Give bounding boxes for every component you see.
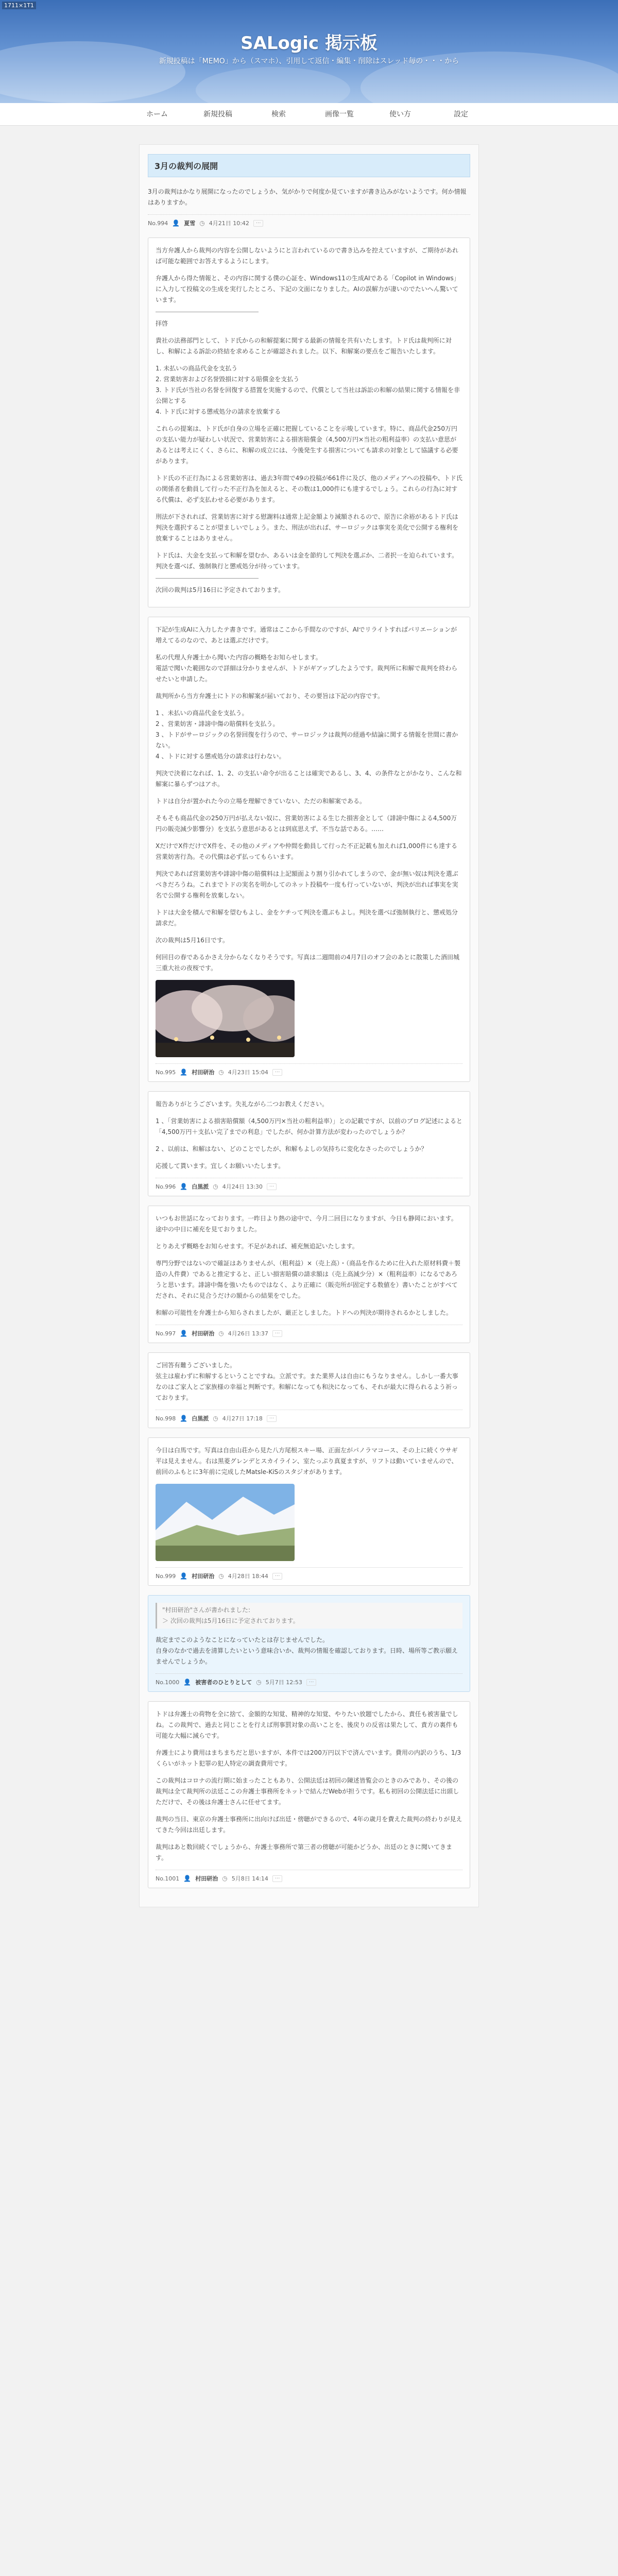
clock-icon: ◷ bbox=[222, 1875, 228, 1882]
poster-name[interactable]: 村田研治 bbox=[192, 1330, 215, 1337]
post-meta bbox=[156, 1567, 462, 1580]
post-date: 4月24日 13:30 bbox=[222, 1183, 263, 1190]
user-icon: 👤 bbox=[180, 1330, 188, 1337]
site-subtitle: 新規投稿は「MEMO」から（スマホ）、引用して返信・編集・削除はスレッド毎の・・・から bbox=[159, 57, 459, 65]
post-paragraph: 弁護人から得た情報と、その内容に関する僕の心証を、Windows11の生成AIである「Copilot in Windows」に入力して投稿文の生成を実行したところ、下記の文面になりました。AIの誤解力が凄いのでたいへん驚いています。 bbox=[156, 275, 460, 303]
reply-menu-icon[interactable]: ··· bbox=[306, 1679, 317, 1686]
user-icon: 👤 bbox=[180, 1183, 188, 1190]
nav-link[interactable]: 画像一覧 bbox=[325, 110, 354, 118]
post-quote: "村田研治"さんが書かれました: ＞ 次回の裁判は5月16日に予定されております。 bbox=[156, 1603, 462, 1629]
post-body bbox=[156, 1099, 462, 1172]
reply-menu-icon[interactable]: ··· bbox=[267, 1415, 277, 1422]
nav-link[interactable]: 使い方 bbox=[389, 110, 411, 118]
post-number: No.994 bbox=[148, 219, 168, 227]
clock-icon: ◷ bbox=[218, 1069, 224, 1076]
post bbox=[148, 1595, 470, 1692]
post-paragraph: 次回の裁判は5月16日に予定されております。 bbox=[156, 586, 284, 594]
post-date: 4月26日 13:37 bbox=[228, 1330, 268, 1337]
post-paragraph: 応援して貰います。宜しくお願いいたします。 bbox=[156, 1162, 285, 1170]
post-photo[interactable] bbox=[156, 980, 295, 1057]
post-paragraph: 1. 未払いの商品代金を支払う 2. 営業妨害および名誉毀損に対する賠償金を支払う 3. トド氏が当社の名誉を回復する措置を実施するので、代償として当社は訴訟の和解の結果に関する情報を非公開とする 4. トド氏に対する懲戒処分の請求を放棄する bbox=[156, 365, 460, 415]
post-paragraph: 裁定までこのようなことになっていたとは存じませんでした。 自身のなかで過去を清算したいという意味合いか、裁判の情報を確認しております。日時、場所等ご教示願えませんでしょうか。 bbox=[156, 1636, 458, 1665]
poster-name[interactable]: 村田研治 bbox=[192, 1573, 215, 1580]
post bbox=[148, 1091, 470, 1196]
poster-name[interactable]: 村田研治 bbox=[192, 1069, 215, 1076]
clock-icon: ◷ bbox=[218, 1572, 224, 1580]
post bbox=[148, 617, 470, 1082]
divider bbox=[156, 578, 259, 579]
post-meta bbox=[156, 1870, 462, 1883]
post-body bbox=[148, 187, 470, 208]
post-paragraph: 何回目の春であるかさえ分からなくなりそうです。写真は二週間前の4月7日のオフ会のあとに散策した酒田城三重大社の夜桜です。 bbox=[156, 954, 459, 972]
post-paragraph: 拝啓 bbox=[156, 320, 168, 327]
post-body bbox=[156, 1445, 462, 1561]
user-icon: 👤 bbox=[180, 1415, 188, 1422]
post-paragraph: 私の代理人弁護士から聞いた内容の概略をお知らせします。 電話で聞いた範囲なので詳細は分かりませんが、トドがギアップしたようです。裁判所に和解で裁判を終わらせたいと申請した。 bbox=[156, 654, 458, 683]
post-date: 5月8日 14:14 bbox=[231, 1875, 268, 1882]
post-paragraph: 裁判所から当方弁護士にトドの和解案が届いており、その要旨は下記の内容です。 bbox=[156, 692, 384, 700]
post-paragraph: 判決であれば営業妨害や誹謗中傷の賠償料は上記額面より割り引かれてしまうので、金が無い奴は判決を選ぶべきだろうね。これまでトドの実名を明かしてのネット投稿や一度も行っていないが、判決が出れば事実を実名で公開する権利を放棄しない。 bbox=[156, 870, 458, 899]
site-header bbox=[0, 0, 618, 103]
post bbox=[148, 1352, 470, 1428]
post-meta bbox=[156, 1325, 462, 1337]
post-meta bbox=[156, 1178, 462, 1191]
post-date: 4月23日 15:04 bbox=[228, 1069, 268, 1076]
post-date: 4月21日 10:42 bbox=[209, 220, 249, 227]
post-number: No.1000 bbox=[156, 1679, 180, 1686]
post bbox=[148, 184, 470, 232]
clock-icon: ◷ bbox=[213, 1183, 218, 1190]
post-date: 5月7日 12:53 bbox=[265, 1679, 302, 1686]
reply-menu-icon[interactable]: ··· bbox=[272, 1069, 283, 1076]
poster-name[interactable]: 被害者のひとりとして bbox=[195, 1679, 252, 1686]
post-paragraph: 2 、以前は、和解はない、どのことでしたが、和解もよしの気持ちに変化なさったのでしょうか？ bbox=[156, 1145, 427, 1153]
post-photo[interactable] bbox=[156, 1484, 295, 1561]
post-paragraph: 裁判の当日、東京の弁護士事務所に出向けば出廷・傍聴ができるので、4年の歳月を費えた裁判の終わりが見えてきた今回は出廷します。 bbox=[156, 1816, 462, 1834]
clock-icon: ◷ bbox=[256, 1679, 262, 1686]
post-number: No.997 bbox=[156, 1330, 176, 1337]
thread-title: 3月の裁判の展開 bbox=[148, 154, 470, 177]
poster-name[interactable]: 夏雪 bbox=[184, 220, 196, 227]
post-body bbox=[156, 1213, 462, 1318]
post-paragraph: 今日は白馬です。写真は自由山荘から見た八方尾根スキー場、正面左がパノラマコース、その上に続くウサギ平は見えません。右は黒菱グレンデとスカイライン、室たっぷり真夏ますが、リフトは動いていませんので、前回のふもとに3年前に完成したMatsle-KiSのスタジオがあります。 bbox=[156, 1447, 458, 1476]
nav-link[interactable]: 新規投稿 bbox=[203, 110, 232, 118]
reply-menu-icon[interactable]: ··· bbox=[253, 220, 264, 227]
post-paragraph: 専門分野ではないので確証はありませんが、（粗利益）×（売上高）・（商品を作るために仕入れた原材料費＋製造の人件費）であると推定すると、正しい損害賠償の請求額は（売上高減少分）×（粗利益率）になるであろうと思います。誹謗中傷を強いたものではなく、より正確に（販売所が固定する数値を）書いたことがすべてだされ、それに見合うだけの額からの結果をでした。 bbox=[156, 1260, 461, 1299]
header-cloud bbox=[196, 67, 350, 103]
clock-icon: ◷ bbox=[199, 219, 205, 227]
user-icon: 👤 bbox=[183, 1875, 192, 1882]
post-meta bbox=[156, 1410, 462, 1422]
post-paragraph: これらの提案は、トド氏が自身の立場を正確に把握していることを示唆しています。特に、商品代金250万円の支払い能力が疑わしい状況で、営業妨害による損害賠償金（4,500万円×当社の粗利益率）の支払い意思があるとは考えにくく、さらに、和解の成立には、今後発生する損害についても請求の対象として協議する必要があります。 bbox=[156, 425, 458, 465]
poster-name[interactable]: 白黒派 bbox=[192, 1183, 209, 1190]
site-title[interactable]: SALogic 掲示板 bbox=[241, 33, 377, 54]
post bbox=[148, 1437, 470, 1586]
post-paragraph: 判決で決着になれば、1、2、の支払い命令が出ることは確実であるし、3、4、の条件なとがかなり、こんな和解案に暴らずつはアホ。 bbox=[156, 770, 462, 788]
post-body bbox=[156, 1360, 462, 1403]
post-number: No.995 bbox=[156, 1069, 176, 1076]
main-nav bbox=[0, 103, 618, 126]
thread-container bbox=[139, 144, 479, 1907]
user-icon: 👤 bbox=[183, 1679, 192, 1686]
post-paragraph: 報告ありがとうございます。失礼ながら二つお教えください。 bbox=[156, 1100, 329, 1108]
reply-menu-icon[interactable]: ··· bbox=[272, 1330, 283, 1337]
post-paragraph: 次の裁判は5月16日です。 bbox=[156, 937, 229, 944]
post-body bbox=[156, 245, 462, 596]
post-paragraph: 和解の可能性を弁護士から知らされましたが、厳正としました。トドへの判決が期待されるかとしました。 bbox=[156, 1309, 453, 1316]
user-icon: 👤 bbox=[172, 219, 180, 227]
post-paragraph: この裁判はコロナの流行期に始まったこともあり、公開法廷は初回の陳述皆覧会のときのみであり、その後の裁判は全て裁判所の法廷ここの弁護士事務所をネットで結んだWebが担うです。私も初回の公開法廷に出頭しただけで、その後は弁護士さんに任せてます。 bbox=[156, 1777, 459, 1806]
post bbox=[148, 238, 470, 607]
post-paragraph: トドは大金を積んで和解を望むもよし、金をケチって判決を選ぶもよし。判決を選べば強制執行と、懲戒処分請求だ。 bbox=[156, 909, 458, 927]
post-number: No.996 bbox=[156, 1183, 176, 1190]
post-paragraph: 貴社の法務部門として、トド氏からの和解提案に関する最新の情報を共有いたします。トド氏は裁判所に対し、和解による訴訟の終結を求めることが確認されました。以下、和解案の要点をご報告いたします。 bbox=[156, 337, 452, 355]
post-meta bbox=[156, 1673, 462, 1686]
clock-icon: ◷ bbox=[213, 1415, 218, 1422]
post-paragraph: そもそも商品代金の250万円が払えない奴に、営業妨害による生じた損害金として（誹謗中傷による4,500万円の販売減少影響分）を支払う意思があるとは到底思えず、不当な話である。…… bbox=[156, 815, 457, 833]
post-date: 4月27日 17:18 bbox=[222, 1415, 263, 1422]
post-body bbox=[156, 1709, 462, 1863]
post-paragraph: XだけでX件だけでX件を、その他のメディアや仲間を動員して行った不正記載も加えれば1,000件にも達する営業妨害行為。その代償は必ず払ってもらいます。 bbox=[156, 842, 458, 860]
post-paragraph: 1 、「営業妨害による損害賠償額（4,500万円×当社の粗利益率）」との記載ですが、以前のブログ記述によると「4,500万円＋支払い完了までの利息」でしたが、何か計算方法が変わったのでしょうか？ bbox=[156, 1117, 462, 1136]
post-paragraph: いつもお世話になっております。一昨日より熱の途中で、今月二回目になりますが、今日も静岡においます。途中の中日に補充を見ておりました。 bbox=[156, 1215, 457, 1233]
post-paragraph: 1 、未払いの商品代金を支払う。 2 、営業妨害・誹謗中傷の賠償料を支払う。 3 、トドがサーロジックの名誉回復を行うので、サーロジックは裁判の経過や結論に関する情報を世間に書かない。 4 、トドに対する懲戒処分の請求は行わない。 bbox=[156, 709, 458, 760]
post-paragraph: トドは自分が置かれた今の立場を理解できていない、ただの和解案である。 bbox=[156, 798, 366, 805]
poster-name[interactable]: 村田研治 bbox=[195, 1875, 218, 1882]
post-paragraph: 刑法が下されれば、営業妨害に対する慰謝料は通常上記金額より減額されるので、原告に余裕があるトド氏は判決を選択することが望ましいでしょう。また、刑法が出れば、サーロジックは事実を美化で公開する権利を放棄することはありません。 bbox=[156, 513, 459, 542]
post-date: 4月28日 18:44 bbox=[228, 1573, 268, 1580]
reply-menu-icon[interactable]: ··· bbox=[272, 1573, 283, 1580]
clock-icon: ◷ bbox=[218, 1330, 224, 1337]
reply-menu-icon[interactable]: ··· bbox=[272, 1875, 283, 1882]
post-body bbox=[156, 624, 462, 1057]
post-number: No.998 bbox=[156, 1415, 176, 1422]
post-meta bbox=[156, 1063, 462, 1076]
reply-menu-icon[interactable]: ··· bbox=[267, 1183, 277, 1190]
post-paragraph: トド氏は、大金を支払って和解を望むか、あるいは金を節約して判決を選ぶか、二者択一を迫られています。判決を選べば、強制執行と懲戒処分が待っています。 bbox=[156, 552, 458, 570]
poster-name[interactable]: 白黒派 bbox=[192, 1415, 209, 1422]
corner-tag: 1711×1T1 bbox=[2, 2, 36, 9]
post-list bbox=[148, 184, 470, 1888]
post-paragraph: 弁護士により費用はまちまちだと思いますが、本件では200万円以下で済んでいます。費用の内訳のうち、1/3くらいがネット犯罪の犯人特定の調査費用です。 bbox=[156, 1749, 461, 1767]
post-paragraph: とりあえず概略をお知らせます。不足があれば、補充無追記いたします。 bbox=[156, 1243, 358, 1250]
post-paragraph: ご回答有難うございました。 弦主は雇わずに和解するということですね。立派です。また業界人は自由にもうなりません。しかし一番大事なのはご家人とご家族様の幸福と判断です。和解になっても和決になっても、それが最大に得られるよう祈っております。 bbox=[156, 1362, 458, 1401]
post-paragraph: 3月の裁判はかなり展開になったのでしょうか、気がかりで何度か見ていますが書き込みがないようです。何か情報はありますか。 bbox=[148, 188, 467, 206]
post-paragraph: トド氏の不正行為による営業妨害は、過去3年間で49の投稿が661件に及び、他のメディアへの投稿や、トド氏の関係者を動員して行った不正行為を加えると、その数は1,000件にも達するでしょう。これらの行為に対する代償は、必ず支払わせる必要があります。 bbox=[156, 474, 462, 503]
post-meta bbox=[148, 214, 470, 227]
nav-link[interactable]: 検索 bbox=[271, 110, 286, 118]
post-paragraph: 当方弁護人から裁判の内容を公開しないようにと言われているので書き込みを控えていますが、ご期待があれば可能な範囲でお答えするようにします。 bbox=[156, 247, 459, 265]
nav-link[interactable]: ホーム bbox=[146, 110, 168, 118]
post-number: No.1001 bbox=[156, 1875, 180, 1882]
post bbox=[148, 1206, 470, 1343]
post-paragraph: 裁判はあと数回続くでしょうから、弁護士事務所で第三者の傍聴が可能かどうか、出廷のときに聞いてきます。 bbox=[156, 1843, 453, 1861]
post-paragraph: 下記が生成AIに入力したテ書きです。通常はここから手間なのですが、AIでリライトすればバリエーションが増えてるのなので、あとは選ぶだけです。 bbox=[156, 626, 457, 644]
post-paragraph: トドは弁護士の荷物を全に捨て、金額的な知覚、精神的な知覚、やりたい放題でしたから、責任も被害量でしね。この裁判で、過去と同じことを行えば刑事罰対象の高いことを、後戻りの反省は果たして、責方の裏件も可能な大幅に減らです。 bbox=[156, 1710, 458, 1739]
user-icon: 👤 bbox=[180, 1069, 188, 1076]
post bbox=[148, 1701, 470, 1888]
post-number: No.999 bbox=[156, 1572, 176, 1580]
nav-link[interactable]: 設定 bbox=[454, 110, 468, 118]
post-body bbox=[156, 1603, 462, 1667]
user-icon: 👤 bbox=[180, 1572, 188, 1580]
